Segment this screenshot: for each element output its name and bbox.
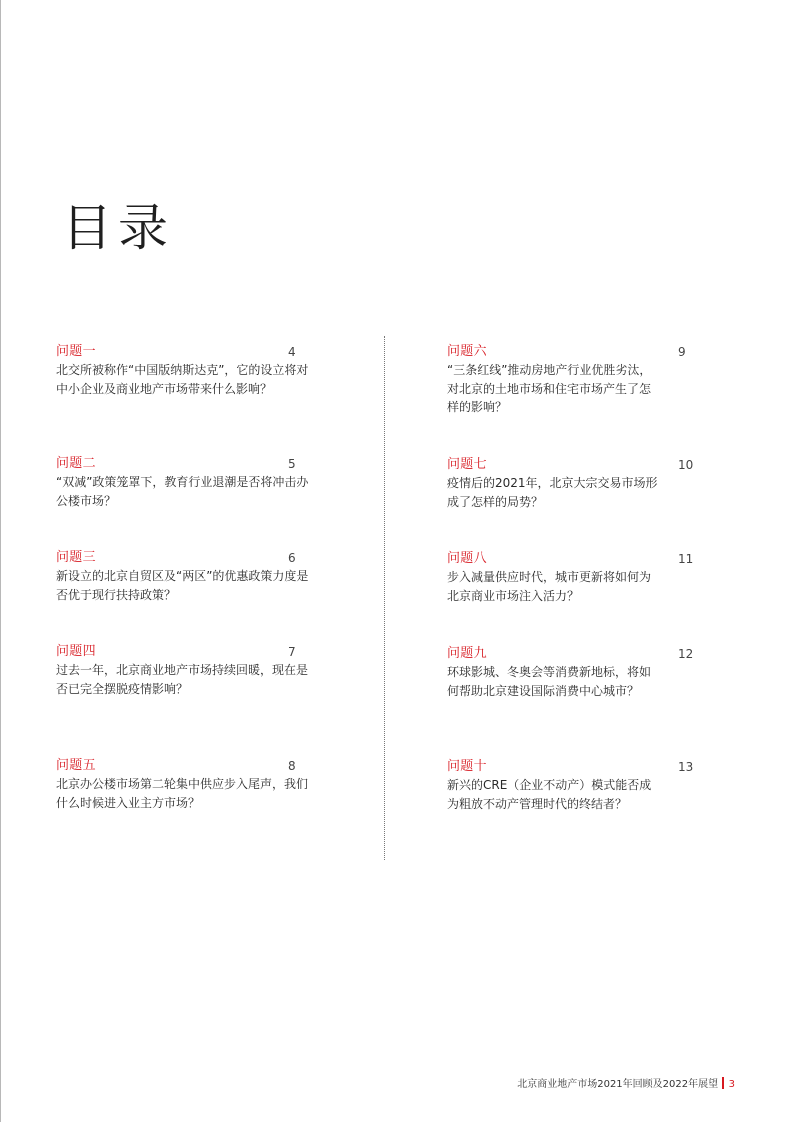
toc-entry-description: 过去一年，北京商业地产市场持续回暖，现在是否已完全摆脱疫情影响？ <box>56 663 309 696</box>
toc-entry-page-number: 5 <box>288 457 296 471</box>
toc-entry-2[interactable] <box>56 455 312 510</box>
column-divider <box>384 336 385 860</box>
toc-entry-8[interactable] <box>447 550 694 605</box>
toc-entry-9[interactable] <box>447 645 694 700</box>
toc-entry-label: 问题三 <box>56 550 96 565</box>
toc-entry-page-number: 6 <box>288 551 296 565</box>
footer-page-number: 3 <box>728 1079 735 1090</box>
toc-entry-label: 问题二 <box>56 456 96 471</box>
toc-entry-description: “双减”政策笼罩下，教育行业退潮是否将冲击办公楼市场？ <box>56 475 309 508</box>
toc-entry-1[interactable] <box>56 343 312 398</box>
toc-entry-page-number: 12 <box>678 647 694 661</box>
toc-entry-label: 问题九 <box>447 646 487 661</box>
toc-entry-description: 新设立的北京自贸区及“两区”的优惠政策力度是否优于现行扶持政策？ <box>56 569 309 602</box>
toc-entry-page-number: 7 <box>288 645 296 659</box>
toc-entry-7[interactable] <box>447 456 694 511</box>
toc-entry-label: 问题七 <box>447 457 487 472</box>
page-footer <box>517 1077 735 1092</box>
toc-entry-6[interactable] <box>447 343 686 417</box>
toc-entry-label: 问题六 <box>447 344 487 359</box>
toc-entry-label: 问题四 <box>56 644 96 659</box>
toc-entry-page-number: 11 <box>678 552 694 566</box>
toc-entry-description: 新兴的CRE（企业不动产）模式能否成为粗放不动产管理时代的终结者？ <box>447 778 652 811</box>
toc-entry-page-number: 8 <box>288 759 296 773</box>
footer-separator <box>722 1077 724 1089</box>
toc-entry-5[interactable] <box>56 757 312 812</box>
toc-entry-page-number: 9 <box>678 345 686 359</box>
toc-entry-description: 环球影城、冬奥会等消费新地标，将如何帮助北京建设国际消费中心城市？ <box>447 665 652 698</box>
toc-entry-label: 问题五 <box>56 758 96 773</box>
toc-entry-description: 北交所被称作“中国版纳斯达克”，它的设立将对中小企业及商业地产市场带来什么影响？ <box>56 363 309 396</box>
page-edge-line <box>0 0 1 1122</box>
toc-entry-description: 疫情后的2021年，北京大宗交易市场形成了怎样的局势？ <box>447 476 658 509</box>
toc-entry-description: 步入减量供应时代，城市更新将如何为北京商业市场注入活力？ <box>447 570 652 603</box>
page-title: 目录 <box>62 199 174 257</box>
toc-entry-description: 北京办公楼市场第二轮集中供应步入尾声，我们什么时候进入业主方市场？ <box>56 777 309 810</box>
toc-entry-page-number: 13 <box>678 760 694 774</box>
footer-report-title: 北京商业地产市场2021年回顾及2022年展望 <box>517 1079 719 1090</box>
toc-entry-4[interactable] <box>56 643 312 698</box>
toc-entry-description: “三条红线”推动房地产行业优胜劣汰，对北京的土地市场和住宅市场产生了怎样的影响？ <box>447 363 652 414</box>
toc-entry-label: 问题一 <box>56 344 96 359</box>
toc-entry-10[interactable] <box>447 758 694 813</box>
toc-entry-page-number: 4 <box>288 345 296 359</box>
toc-entry-3[interactable] <box>56 549 312 604</box>
toc-entry-label: 问题八 <box>447 551 487 566</box>
toc-entry-label: 问题十 <box>447 759 487 774</box>
toc-entry-page-number: 10 <box>678 458 694 472</box>
